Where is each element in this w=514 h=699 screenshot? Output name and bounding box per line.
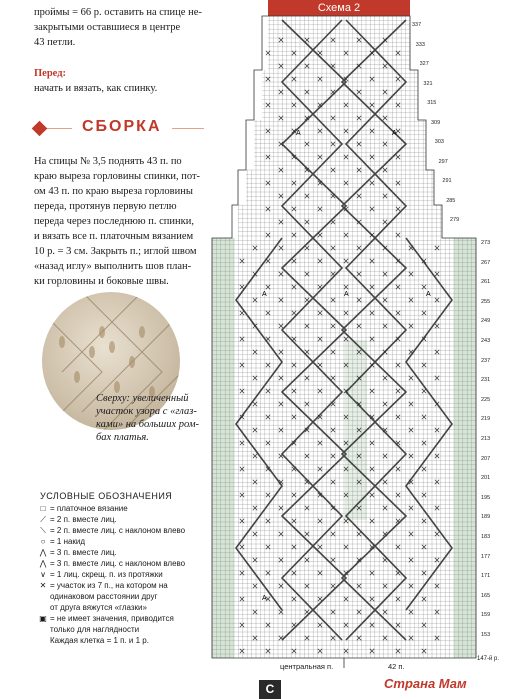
central-stitch-label: центральная п. bbox=[280, 662, 334, 671]
eyelet-x bbox=[305, 38, 309, 42]
eyelet-x bbox=[253, 246, 257, 250]
row-number: 291 bbox=[442, 178, 452, 184]
eyelet-x bbox=[318, 441, 322, 445]
eyelet-x bbox=[409, 584, 413, 588]
row-number: 297 bbox=[438, 158, 448, 165]
eyelet-x bbox=[331, 532, 335, 536]
eyelet-x bbox=[305, 298, 309, 302]
row-number: 213 bbox=[481, 436, 491, 442]
eyelet-x bbox=[305, 584, 309, 588]
eyelet-x bbox=[357, 38, 361, 42]
eyelet-x bbox=[422, 571, 426, 575]
front-heading: Перед: bbox=[34, 68, 66, 79]
eyelet-x bbox=[318, 233, 322, 237]
eyelet-x bbox=[305, 246, 309, 250]
eyelet-x bbox=[331, 480, 335, 484]
caption-line: участок узора с «глаз- bbox=[96, 406, 197, 417]
front-text: начать и вязать, как спинку. bbox=[34, 83, 158, 94]
row-number: 243 bbox=[481, 338, 491, 344]
a-marker: A bbox=[426, 291, 431, 298]
eyelet-x bbox=[357, 246, 361, 250]
eyelet-x bbox=[331, 116, 335, 120]
eyelet-x bbox=[422, 415, 426, 419]
eyelet-x bbox=[253, 480, 257, 484]
legend-text: = 2 п. вместе лиц. с наклоном влево bbox=[50, 526, 186, 535]
eyelet-x bbox=[266, 519, 270, 523]
row-number: 201 bbox=[481, 475, 491, 482]
eyelet-x bbox=[331, 38, 335, 42]
eyelet-x bbox=[331, 246, 335, 250]
eyelet-x bbox=[240, 441, 244, 445]
eyelet-x bbox=[344, 233, 348, 237]
eyelet-x bbox=[409, 324, 413, 328]
assembly-line: «назад иглу» выполнить шов план- bbox=[34, 261, 192, 272]
row-number: 285 bbox=[446, 197, 456, 204]
legend-text: = 3 п. вместе лиц. bbox=[50, 548, 117, 557]
eyelet-x bbox=[318, 597, 322, 601]
a-marker: A bbox=[296, 130, 301, 137]
eyelet-x bbox=[435, 298, 439, 302]
eyelet-x bbox=[305, 532, 309, 536]
eyelet-x bbox=[422, 467, 426, 471]
eyelet-x bbox=[344, 311, 348, 315]
eyelet-x bbox=[396, 467, 400, 471]
eyelet-x bbox=[396, 389, 400, 393]
eyelet-x bbox=[409, 402, 413, 406]
eyelet-x bbox=[266, 337, 270, 341]
lattice-line bbox=[342, 20, 406, 640]
eyelet-x bbox=[435, 428, 439, 432]
eyelet-x bbox=[357, 194, 361, 198]
row-number: 327 bbox=[419, 61, 429, 67]
eyelet-x bbox=[435, 610, 439, 614]
eyelet-x bbox=[318, 623, 322, 627]
legend-symbol-icon: ▣ bbox=[39, 614, 47, 623]
row-number: 207 bbox=[481, 455, 491, 462]
row-number: 165 bbox=[481, 592, 491, 599]
eyelet-x bbox=[240, 337, 244, 341]
eyelet-x bbox=[331, 298, 335, 302]
eyelet-x bbox=[422, 597, 426, 601]
eyelet-x bbox=[409, 428, 413, 432]
eyelet-x bbox=[305, 506, 309, 510]
row-number: 159 bbox=[481, 612, 491, 619]
row-number: 177 bbox=[481, 553, 491, 560]
eyelet-x bbox=[266, 441, 270, 445]
eyelet-x bbox=[266, 103, 270, 107]
eyelet-x bbox=[266, 129, 270, 133]
eyelet-x bbox=[305, 402, 309, 406]
row-number: 315 bbox=[427, 100, 437, 106]
eyelet-x bbox=[396, 493, 400, 497]
eyelet-x bbox=[305, 142, 309, 146]
row-number: 279 bbox=[450, 217, 460, 223]
intro-line: 43 петли. bbox=[34, 37, 76, 48]
eyelet-x bbox=[240, 285, 244, 289]
eyelet-x bbox=[266, 623, 270, 627]
eyelet-x bbox=[318, 51, 322, 55]
legend-symbol-icon: ⋀ bbox=[39, 548, 47, 557]
eyelet-x bbox=[396, 155, 400, 159]
legend-text: = платочное вязание bbox=[50, 504, 128, 513]
legend-symbol-icon: ○ bbox=[40, 537, 46, 546]
eyelet-x bbox=[357, 610, 361, 614]
eyelet-x bbox=[344, 155, 348, 159]
eyelet-x bbox=[240, 623, 244, 627]
eyelet-x bbox=[318, 285, 322, 289]
eyelet-x bbox=[435, 376, 439, 380]
legend-text: одинаковом расстоянии друг bbox=[50, 592, 158, 601]
eyelet-x bbox=[396, 597, 400, 601]
caption-line: ками» на больших ром- bbox=[96, 419, 200, 430]
legend-text: от друга вяжутся «глазки» bbox=[50, 603, 147, 612]
eyelet-x bbox=[305, 610, 309, 614]
eyelet-x bbox=[422, 493, 426, 497]
assembly-line: краю выреза горловины спинки, пот- bbox=[34, 171, 201, 182]
legend-text: = 2 п. вместе лиц. bbox=[50, 515, 117, 524]
assembly-line: и вязать все п. платочным вязанием bbox=[34, 231, 194, 242]
eyelet-x bbox=[331, 376, 335, 380]
eyelet-x bbox=[318, 311, 322, 315]
legend-text: = 3 п. вместе лиц. с наклоном влево bbox=[50, 559, 186, 568]
row-number: 237 bbox=[481, 357, 491, 364]
eyelet-x bbox=[357, 90, 361, 94]
eyelet-x bbox=[422, 389, 426, 393]
eyelet-x bbox=[266, 233, 270, 237]
eyelet-x bbox=[409, 298, 413, 302]
eyelet-x bbox=[409, 506, 413, 510]
eyelet-x bbox=[422, 285, 426, 289]
eyelet-x bbox=[305, 324, 309, 328]
eyelet-x bbox=[396, 233, 400, 237]
caption-line: Сверху: увеличенный bbox=[96, 393, 189, 404]
eyelet-x bbox=[422, 441, 426, 445]
eyelet-x bbox=[266, 285, 270, 289]
eyelet-x bbox=[422, 311, 426, 315]
watermark: Страна Мам bbox=[384, 676, 467, 691]
legend-text: = не имеет значения, приводится bbox=[50, 614, 174, 623]
eyelet-x bbox=[344, 285, 348, 289]
assembly-line: переда через последнюю п. спинки, bbox=[34, 216, 194, 227]
eyelet-x bbox=[396, 285, 400, 289]
legend-symbol-icon: ⟍ bbox=[40, 526, 46, 535]
eyelet-x bbox=[331, 324, 335, 328]
eyelet-x bbox=[409, 610, 413, 614]
eyelet-x bbox=[331, 142, 335, 146]
eyelet-x bbox=[396, 181, 400, 185]
row-number: 261 bbox=[481, 279, 491, 286]
row-number: 273 bbox=[481, 240, 491, 246]
eyelet-x bbox=[266, 51, 270, 55]
row-number: 337 bbox=[412, 22, 422, 28]
eyelet-x bbox=[409, 532, 413, 536]
start-row-label: 147-й р. bbox=[477, 656, 500, 662]
eyelet-x bbox=[318, 155, 322, 159]
eyelet-x bbox=[396, 103, 400, 107]
legend-symbol-icon: ⟋ bbox=[40, 515, 46, 524]
lattice-line bbox=[346, 20, 406, 640]
legend-text: = 1 накид bbox=[50, 537, 86, 546]
eyelet-x bbox=[240, 571, 244, 575]
eyelet-x bbox=[253, 376, 257, 380]
eyelet-x bbox=[435, 324, 439, 328]
eyelet-x bbox=[422, 519, 426, 523]
eyelet-x bbox=[331, 584, 335, 588]
legend-symbol-icon: ✕ bbox=[39, 581, 47, 590]
eyelet-x bbox=[422, 623, 426, 627]
eyelet-x bbox=[305, 90, 309, 94]
eyelet-x bbox=[253, 584, 257, 588]
row-number: 333 bbox=[415, 41, 425, 48]
eyelet-x bbox=[396, 415, 400, 419]
page-badge: C bbox=[259, 680, 281, 699]
eyelet-x bbox=[396, 311, 400, 315]
eyelet-x bbox=[344, 181, 348, 185]
assembly-heading: СБОРКА bbox=[72, 118, 172, 136]
row-number: 321 bbox=[423, 80, 433, 87]
eyelet-x bbox=[318, 519, 322, 523]
eyelet-x bbox=[409, 376, 413, 380]
assembly-line: ки горловины и боковые швы. bbox=[34, 276, 169, 287]
eyelet-x bbox=[435, 480, 439, 484]
width-label: 42 п. bbox=[388, 662, 405, 671]
intro-line: проймы = 66 р. оставить на спице не- bbox=[34, 7, 202, 18]
eyelet-x bbox=[253, 298, 257, 302]
eyelet-x bbox=[331, 220, 335, 224]
eyelet-x bbox=[357, 324, 361, 328]
row-number: 195 bbox=[481, 494, 491, 501]
a-marker: A bbox=[344, 291, 349, 298]
assembly-line: переда, протянув первую петлю bbox=[34, 201, 177, 212]
legend-text: только для наглядности bbox=[50, 625, 140, 634]
row-number: 267 bbox=[481, 259, 491, 266]
eyelet-x bbox=[253, 402, 257, 406]
eyelet-x bbox=[240, 597, 244, 601]
eyelet-x bbox=[396, 207, 400, 211]
row-number: 183 bbox=[481, 534, 491, 540]
eyelet-x bbox=[305, 220, 309, 224]
row-number: 255 bbox=[481, 298, 491, 305]
eyelet-x bbox=[305, 376, 309, 380]
row-number: 231 bbox=[481, 377, 491, 384]
eyelet-x bbox=[435, 506, 439, 510]
eyelet-x bbox=[266, 415, 270, 419]
eyelet-x bbox=[253, 532, 257, 536]
legend-symbol-icon: ∨ bbox=[40, 570, 46, 579]
eyelet-x bbox=[318, 389, 322, 393]
assembly-line: 10 р. = 3 см. Закрыть п.; иглой швом bbox=[34, 246, 197, 257]
eyelet-x bbox=[396, 623, 400, 627]
eyelet-x bbox=[266, 493, 270, 497]
legend-text: Каждая клетка = 1 п. и 1 р. bbox=[50, 636, 149, 645]
eyelet-x bbox=[357, 584, 361, 588]
eyelet-x bbox=[331, 428, 335, 432]
eyelet-x bbox=[435, 584, 439, 588]
eyelet-x bbox=[357, 532, 361, 536]
eyelet-x bbox=[331, 610, 335, 614]
eyelet-x bbox=[266, 389, 270, 393]
eyelet-x bbox=[396, 519, 400, 523]
eyelet-x bbox=[266, 181, 270, 185]
eyelet-x bbox=[396, 51, 400, 55]
eyelet-x bbox=[318, 571, 322, 575]
eyelet-x bbox=[318, 129, 322, 133]
assembly-line: На спицы № 3,5 поднять 43 п. по bbox=[34, 156, 182, 167]
eyelet-x bbox=[344, 103, 348, 107]
eyelet-x bbox=[266, 155, 270, 159]
side-panel-right bbox=[454, 238, 476, 658]
eyelet-x bbox=[240, 467, 244, 471]
legend-text: = участок из 7 п., на котором на bbox=[50, 581, 168, 590]
a-marker: A bbox=[262, 291, 267, 298]
row-number: 249 bbox=[481, 318, 491, 325]
row-number: 153 bbox=[481, 632, 491, 638]
eyelet-x bbox=[357, 116, 361, 120]
eyelet-x bbox=[357, 298, 361, 302]
eyelet-x bbox=[266, 207, 270, 211]
eyelet-x bbox=[253, 610, 257, 614]
caption-line: бах платья. bbox=[96, 432, 149, 443]
row-number: 189 bbox=[481, 514, 491, 521]
eyelet-x bbox=[266, 311, 270, 315]
a-marker: A bbox=[392, 130, 397, 137]
eyelet-x bbox=[435, 246, 439, 250]
eyelet-x bbox=[344, 623, 348, 627]
eyelet-x bbox=[305, 194, 309, 198]
row-number: 309 bbox=[431, 119, 441, 126]
row-number: 171 bbox=[481, 573, 491, 580]
eyelet-x bbox=[435, 532, 439, 536]
a-marker: A bbox=[262, 595, 267, 602]
legend-symbol-icon: □ bbox=[40, 504, 46, 513]
eyelet-x bbox=[253, 506, 257, 510]
schema-title: Схема 2 bbox=[268, 0, 410, 16]
eyelet-x bbox=[344, 597, 348, 601]
lattice-line bbox=[282, 20, 346, 640]
eyelet-x bbox=[344, 129, 348, 133]
eyelet-x bbox=[396, 571, 400, 575]
eyelet-x bbox=[318, 337, 322, 341]
row-number: 303 bbox=[434, 139, 444, 145]
intro-line: закрытыми оставшиеся в центре bbox=[34, 22, 181, 33]
legend-title: УСЛОВНЫЕ ОБОЗНАЧЕНИЯ bbox=[40, 491, 173, 501]
row-number: 219 bbox=[481, 416, 491, 423]
eyelet-x bbox=[266, 571, 270, 575]
eyelet-x bbox=[318, 207, 322, 211]
eyelet-x bbox=[344, 51, 348, 55]
side-panel-left bbox=[212, 238, 234, 658]
row-number: 225 bbox=[481, 396, 491, 403]
eyelet-x bbox=[357, 142, 361, 146]
assembly-line: ом 43 п. по краю выреза горловины bbox=[34, 186, 193, 197]
eyelet-x bbox=[240, 389, 244, 393]
legend-symbol-icon: ⋀ bbox=[39, 559, 47, 568]
legend-text: = 1 лиц. скрещ. п. из протяжки bbox=[50, 570, 163, 579]
eyelet-x bbox=[240, 519, 244, 523]
eyelet-x bbox=[240, 493, 244, 497]
eyelet-x bbox=[240, 311, 244, 315]
eyelet-x bbox=[318, 467, 322, 471]
eyelet-x bbox=[253, 428, 257, 432]
lattice-line bbox=[282, 20, 342, 640]
